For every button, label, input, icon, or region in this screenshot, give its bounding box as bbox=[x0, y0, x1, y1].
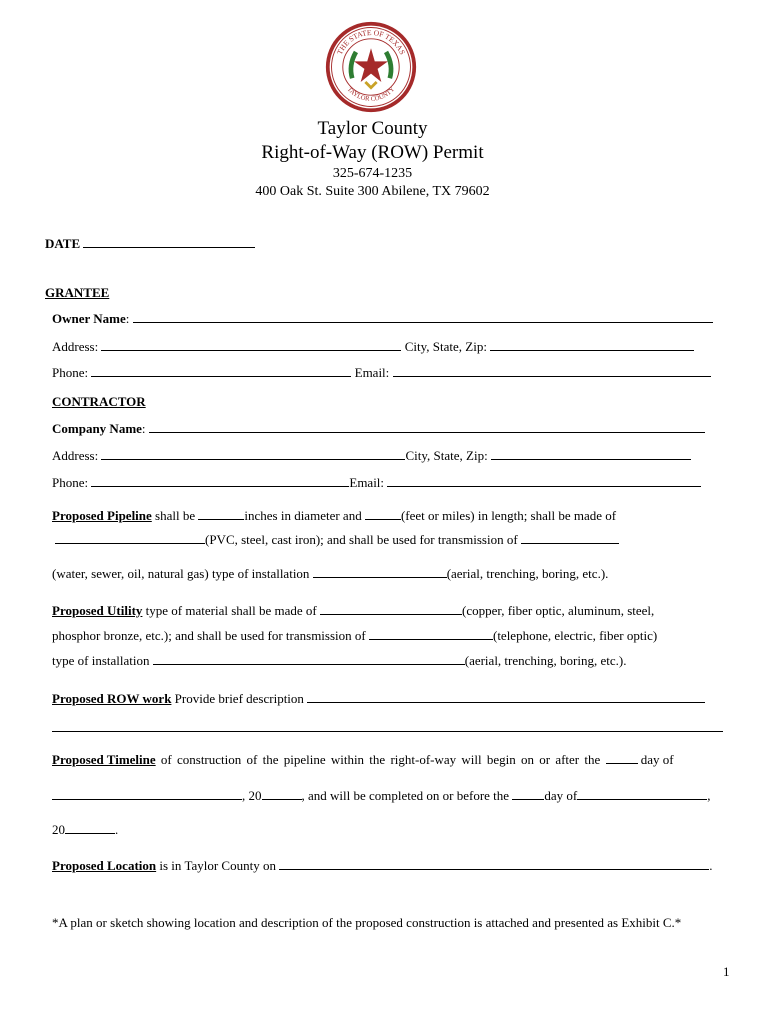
grantee-address-row bbox=[52, 339, 694, 355]
pipeline-installation-field[interactable] bbox=[313, 576, 447, 578]
timeline-end-day-field[interactable] bbox=[512, 798, 544, 800]
timeline-text-2a: , 20 bbox=[242, 788, 262, 803]
utility-text-1a: type of material shall be made of bbox=[142, 603, 321, 618]
timeline-text-3b: . bbox=[115, 822, 119, 837]
utility-line-1 bbox=[52, 603, 654, 619]
timeline-text-3a: 20 bbox=[52, 822, 65, 837]
contractor-city-label: City, State, Zip: bbox=[405, 448, 488, 463]
timeline-text-1b: day of bbox=[637, 752, 674, 767]
row-work-line-1 bbox=[52, 691, 705, 707]
pipeline-heading: Proposed Pipeline bbox=[52, 508, 152, 523]
row-work-heading: Proposed ROW work bbox=[52, 691, 172, 706]
date-label: DATE bbox=[45, 236, 81, 251]
pipeline-length-field[interactable] bbox=[365, 518, 401, 520]
contractor-phone-field[interactable] bbox=[91, 485, 349, 487]
grantee-phone-field[interactable] bbox=[91, 375, 351, 377]
timeline-text-1a: of construction of the pipeline within the right-of-way will begin on or after the bbox=[155, 752, 606, 767]
timeline-begin-year-field[interactable] bbox=[262, 798, 302, 800]
exhibit-note: *A plan or sketch showing location and description of the proposed construction is attached and presented as Exhibit C.* bbox=[52, 915, 682, 930]
owner-name-colon: : bbox=[125, 311, 130, 326]
company-name-label: Company Name bbox=[52, 421, 142, 436]
timeline-text-2d: , bbox=[707, 788, 711, 803]
timeline-text-2c: day of bbox=[544, 788, 578, 803]
utility-text-3b: (aerial, trenching, boring, etc.). bbox=[464, 653, 627, 668]
header-phone: 325-674-1235 bbox=[332, 166, 413, 181]
utility-text-3a: type of installation bbox=[52, 653, 153, 668]
grantee-city-field[interactable] bbox=[490, 349, 694, 351]
grantee-phone-row bbox=[52, 365, 711, 381]
page-number: 1 bbox=[723, 964, 730, 979]
timeline-end-year-field[interactable] bbox=[65, 832, 115, 834]
utility-material-field[interactable] bbox=[320, 613, 462, 615]
pipeline-text-1c: (feet or miles) in length; shall be made of bbox=[400, 508, 617, 523]
pipeline-material-field[interactable] bbox=[55, 542, 205, 544]
utility-line-3 bbox=[52, 653, 626, 669]
company-name-colon: : bbox=[141, 421, 146, 436]
grantee-email-label: Email: bbox=[354, 365, 390, 380]
location-heading: Proposed Location bbox=[52, 858, 157, 873]
location-line bbox=[52, 858, 712, 874]
utility-installation-field[interactable] bbox=[153, 663, 465, 665]
timeline-line-2 bbox=[52, 788, 710, 804]
row-work-description-line-2[interactable] bbox=[52, 731, 723, 732]
utility-line-2 bbox=[52, 628, 657, 644]
row-work-description-field[interactable] bbox=[307, 701, 705, 703]
grantee-phone-label: Phone: bbox=[52, 365, 89, 380]
timeline-begin-month-field[interactable] bbox=[52, 798, 242, 800]
permit-title: Right-of-Way (ROW) Permit bbox=[261, 142, 484, 163]
utility-text-2b: (telephone, electric, fiber optic) bbox=[492, 628, 658, 643]
owner-name-label: Owner Name bbox=[52, 311, 126, 326]
pipeline-text-3b: (aerial, trenching, boring, etc.). bbox=[446, 566, 609, 581]
date-field[interactable] bbox=[83, 246, 255, 248]
timeline-line-1 bbox=[52, 752, 726, 768]
location-text: is in Taylor County on bbox=[156, 858, 280, 873]
timeline-text-2b: , and will be completed on or before the bbox=[301, 788, 513, 803]
pipeline-line-1 bbox=[52, 508, 616, 524]
owner-name-row bbox=[52, 311, 713, 327]
grantee-city-label: City, State, Zip: bbox=[404, 339, 487, 354]
date-row bbox=[45, 236, 255, 252]
grantee-address-label: Address: bbox=[52, 339, 99, 354]
utility-heading: Proposed Utility bbox=[52, 603, 143, 618]
svg-text:TAYLOR COUNTY: TAYLOR COUNTY bbox=[345, 85, 397, 103]
company-name-field[interactable] bbox=[149, 431, 705, 433]
grantee-address-field[interactable] bbox=[101, 349, 401, 351]
svg-text:THE STATE OF TEXAS: THE STATE OF TEXAS bbox=[334, 27, 408, 57]
pipeline-diameter-field[interactable] bbox=[198, 518, 244, 520]
contractor-email-label: Email: bbox=[349, 475, 385, 490]
utility-text-2a: phosphor bronze, etc.); and shall be used for transmission of bbox=[52, 628, 369, 643]
contractor-phone-label: Phone: bbox=[52, 475, 89, 490]
timeline-begin-day-field[interactable] bbox=[606, 762, 638, 764]
grantee-heading: GRANTEE bbox=[45, 285, 110, 300]
pipeline-text-2: (PVC, steel, cast iron); and shall be used for transmission of bbox=[205, 532, 521, 547]
timeline-heading: Proposed Timeline bbox=[52, 752, 156, 767]
grantee-email-field[interactable] bbox=[393, 375, 711, 377]
owner-name-field[interactable] bbox=[133, 321, 713, 323]
pipeline-text-3a: (water, sewer, oil, natural gas) type of installation bbox=[52, 566, 313, 581]
contractor-address-label: Address: bbox=[52, 448, 99, 463]
pipeline-line-3 bbox=[52, 566, 608, 582]
header-address: 400 Oak St. Suite 300 Abilene, TX 79602 bbox=[255, 184, 490, 199]
timeline-end-month-field[interactable] bbox=[577, 798, 707, 800]
contractor-city-field[interactable] bbox=[491, 458, 691, 460]
row-work-text: Provide brief description bbox=[171, 691, 308, 706]
pipeline-line-2 bbox=[55, 532, 619, 548]
county-name: Taylor County bbox=[317, 118, 428, 139]
contractor-phone-row bbox=[52, 475, 701, 491]
location-field[interactable] bbox=[279, 868, 709, 870]
utility-transmission-field[interactable] bbox=[369, 638, 493, 640]
location-end: . bbox=[709, 858, 713, 873]
company-name-row bbox=[52, 421, 705, 437]
contractor-email-field[interactable] bbox=[387, 485, 701, 487]
contractor-heading: CONTRACTOR bbox=[52, 394, 146, 409]
pipeline-text-1a: shall be bbox=[151, 508, 199, 523]
utility-text-1b: (copper, fiber optic, aluminum, steel, bbox=[462, 603, 655, 618]
pipeline-text-1b: inches in diameter and bbox=[244, 508, 365, 523]
county-seal-logo bbox=[324, 20, 418, 114]
pipeline-transmission-field[interactable] bbox=[521, 542, 619, 544]
contractor-address-row bbox=[52, 448, 691, 464]
timeline-line-3 bbox=[52, 822, 118, 838]
contractor-address-field[interactable] bbox=[101, 458, 405, 460]
